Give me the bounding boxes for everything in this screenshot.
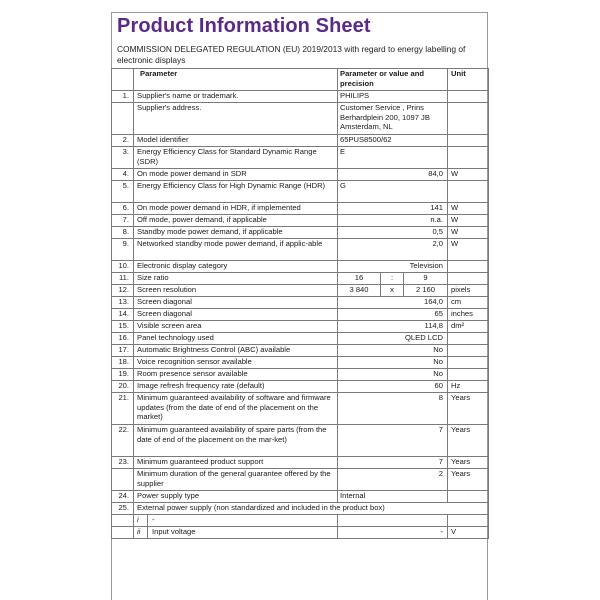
row-number: 8. [112,227,134,239]
row-value: G [338,181,448,203]
header-unit: Unit [448,69,489,91]
row-value: No [338,345,448,357]
row-parameter: Screen resolution [134,285,338,297]
table-row [112,393,489,425]
row-number: 7. [112,215,134,227]
row-number: 4. [112,169,134,181]
row-number [112,103,134,135]
row-unit [448,273,489,285]
row-value: Television [338,261,448,273]
row-number: 22. [112,425,134,457]
row-number: 25. [112,503,134,515]
row-unit [448,357,489,369]
row-parameter: Energy Efficiency Class for Standard Dynamic Range (SDR) [134,147,338,169]
table-row [112,91,489,103]
row-value: n.a. [338,215,448,227]
table-row [112,215,489,227]
row-unit: W [448,239,489,261]
size-ratio-width: 16 [338,273,381,284]
table-row [112,345,489,357]
table-row [112,469,489,491]
row-unit [448,103,489,135]
table-row [112,369,489,381]
row-unit [448,333,489,345]
row-unit [448,261,489,273]
row-number: 2. [112,135,134,147]
table-row [112,357,489,369]
row-number: 23. [112,457,134,469]
page-title: Product Information Sheet [117,15,371,37]
row-value: 2,0 [338,239,448,261]
row-value: 8 [338,393,448,425]
header-value: Parameter or value and precision [338,69,448,91]
table-header-row [112,69,489,91]
row-unit: Years [448,425,489,457]
table-subrow [112,527,489,539]
row-parameter: Automatic Brightness Control (ABC) available [134,345,338,357]
row-number: 14. [112,309,134,321]
table-row [112,273,489,285]
row-number: 17. [112,345,134,357]
row-parameter: External power supply (non standardized and included in the product box) [134,503,489,515]
resolution-separator: x [381,285,404,296]
row-parameter: Image refresh frequency rate (default) [134,381,338,393]
row-unit: Years [448,393,489,425]
row-unit: Years [448,457,489,469]
subrow-value [338,515,448,527]
row-parameter: Size ratio [134,273,338,285]
header-parameter: Parameter [134,69,338,91]
row-parameter: Energy Efficiency Class for High Dynamic Range (HDR) [134,181,338,203]
subrow-label-cell [134,527,338,539]
row-unit: W [448,169,489,181]
row-unit [448,135,489,147]
row-number: 1. [112,91,134,103]
table-row [112,181,489,203]
row-value: 141 [338,203,448,215]
row-unit: cm [448,297,489,309]
header-num-cell [112,69,134,91]
subrow-index: i [134,515,148,526]
row-number: 12. [112,285,134,297]
row-unit: W [448,215,489,227]
subrow-index: ii [134,527,148,538]
row-parameter: Panel technology used [134,333,338,345]
row-value: 60 [338,381,448,393]
row-parameter: Supplier's address. [134,103,338,135]
row-unit: pixels [448,285,489,297]
row-number: 21. [112,393,134,425]
table-row [112,503,489,515]
row-number: 3. [112,147,134,169]
row-value: 7 [338,457,448,469]
row-unit [448,181,489,203]
row-value: 65 [338,309,448,321]
row-number [112,469,134,491]
row-number: 19. [112,369,134,381]
row-parameter: Power supply type [134,491,338,503]
row-parameter: Voice recognition sensor available [134,357,338,369]
table-row [112,135,489,147]
table-row [112,491,489,503]
row-number: 5. [112,181,134,203]
row-number: 15. [112,321,134,333]
row-value-split [338,273,448,285]
subrow-value: - [338,527,448,539]
table-row [112,169,489,181]
regulation-text: COMMISSION DELEGATED REGULATION (EU) 2019/2013 with regard to energy labelling of electronic displays [117,44,466,65]
row-parameter: Room presence sensor available [134,369,338,381]
row-parameter: Minimum guaranteed availability of spare parts (from the date of end of the placement on the mar-ket) [134,425,338,457]
table-row [112,333,489,345]
row-parameter: Minimum guaranteed product support [134,457,338,469]
row-number: 24. [112,491,134,503]
table-row [112,381,489,393]
resolution-width: 3 840 [338,285,381,296]
row-parameter: Supplier's name or trademark. [134,91,338,103]
row-value: 7 [338,425,448,457]
row-value: Internal [338,491,448,503]
row-unit [448,369,489,381]
row-value: Customer Service , Prins Berhardplein 200, 1097 JB Amsterdam, NL [338,103,448,135]
row-parameter: On mode power demand in HDR, if implemented [134,203,338,215]
table-row [112,457,489,469]
row-unit [448,91,489,103]
row-parameter: Networked standby mode power demand, if applic-able [134,239,338,261]
table-row [112,103,489,135]
row-value: QLED LCD [338,333,448,345]
row-value: E [338,147,448,169]
row-value: 84,0 [338,169,448,181]
subrow-label-cell [134,515,338,527]
subrow-text: - [152,515,155,524]
row-number: 10. [112,261,134,273]
product-info-table [111,68,489,539]
row-value: PHILIPS [338,91,448,103]
subrow-spacer [112,515,134,527]
row-value: 0,5 [338,227,448,239]
row-parameter: Minimum guaranteed availability of software and firmware updates (from the date of end of the placement on the market) [134,393,338,425]
table-row [112,285,489,297]
row-number: 11. [112,273,134,285]
size-ratio-height: 9 [423,273,428,282]
subrow-text: Input voltage [152,527,196,536]
size-ratio-separator: : [381,273,404,284]
subrow-unit: V [448,527,489,539]
subrow-unit [448,515,489,527]
row-unit: Years [448,469,489,491]
row-unit [448,491,489,503]
row-unit: W [448,227,489,239]
row-parameter: Standby mode power demand, if applicable [134,227,338,239]
row-parameter: Visible screen area [134,321,338,333]
row-value: 164,0 [338,297,448,309]
row-parameter: Off mode, power demand, if applicable [134,215,338,227]
table-row [112,227,489,239]
row-number: 16. [112,333,134,345]
table-row [112,309,489,321]
row-unit [448,345,489,357]
row-value: 114,8 [338,321,448,333]
table-row [112,297,489,309]
row-number: 13. [112,297,134,309]
row-unit [448,147,489,169]
subrow-spacer [112,527,134,539]
row-parameter: Minimum duration of the general guarantee offered by the supplier [134,469,338,491]
row-parameter: Screen diagonal [134,309,338,321]
row-value: 65PUS8500/62 [338,135,448,147]
row-number: 6. [112,203,134,215]
table-row [112,425,489,457]
row-unit: inches [448,309,489,321]
row-value-split [338,285,448,297]
row-number: 18. [112,357,134,369]
row-number: 20. [112,381,134,393]
row-value: 2 [338,469,448,491]
table-row [112,261,489,273]
resolution-height: 2 160 [415,285,435,294]
row-parameter: Screen diagonal [134,297,338,309]
table-row [112,239,489,261]
row-number: 9. [112,239,134,261]
row-unit: dm² [448,321,489,333]
row-value: No [338,357,448,369]
table-row [112,203,489,215]
row-unit: Hz [448,381,489,393]
table-subrow [112,515,489,527]
row-parameter: Model identifier [134,135,338,147]
table-row [112,321,489,333]
row-value: No [338,369,448,381]
row-unit: W [448,203,489,215]
table-row [112,147,489,169]
row-parameter: On mode power demand in SDR [134,169,338,181]
row-parameter: Electronic display category [134,261,338,273]
